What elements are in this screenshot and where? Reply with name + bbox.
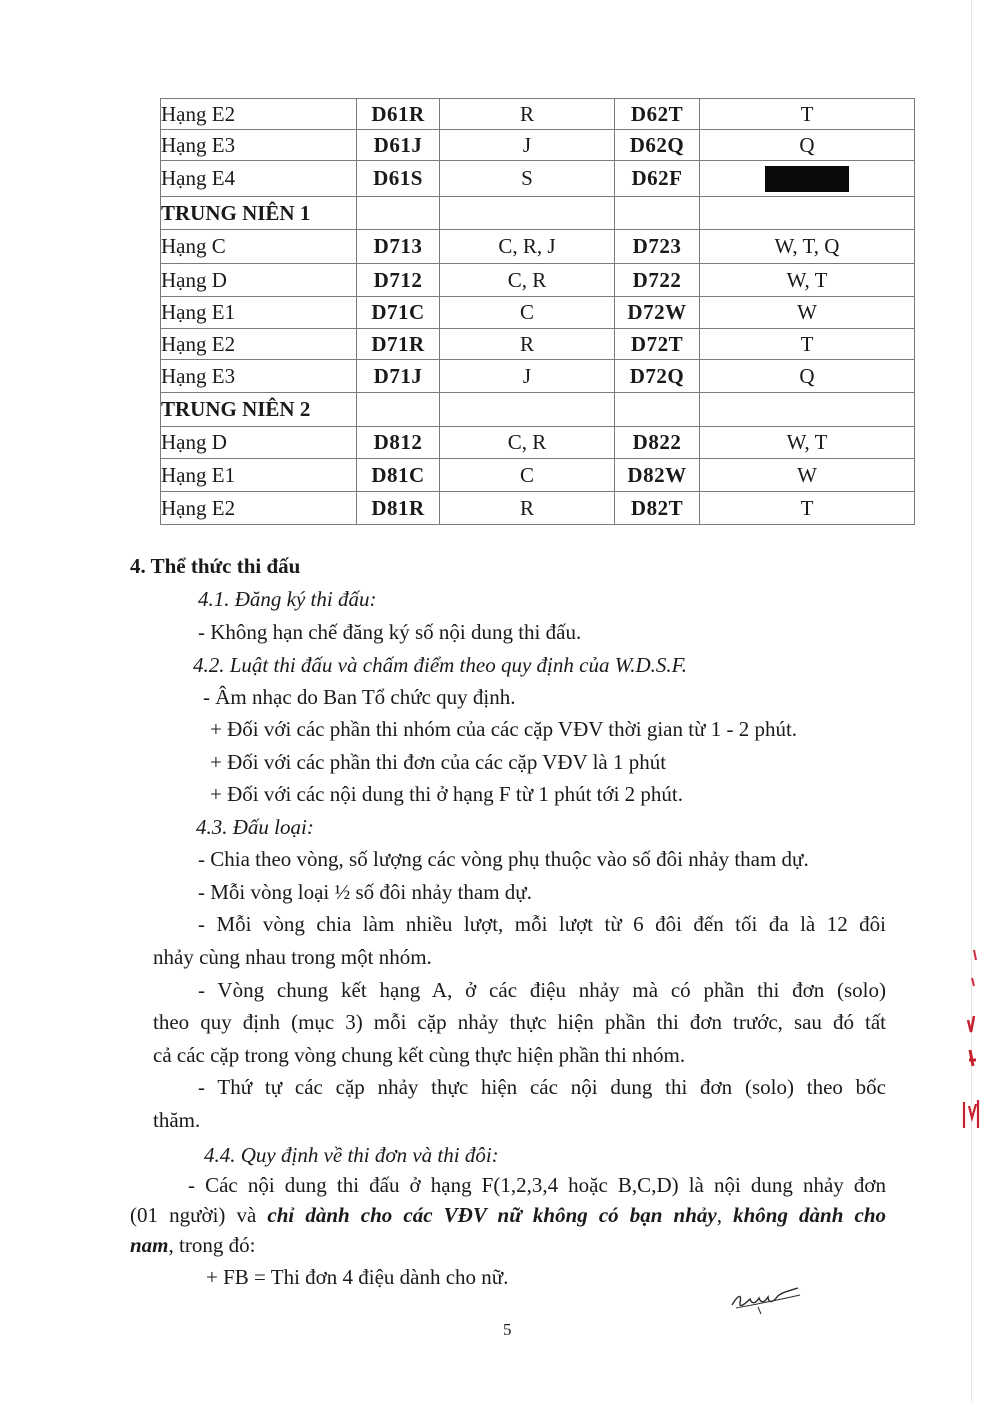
dance-list-cell xyxy=(700,161,915,197)
dance-list-cell: W, T xyxy=(700,264,915,297)
dance-list-cell: S xyxy=(440,161,615,197)
code-cell: D812 xyxy=(357,427,440,459)
dance-list-cell: C xyxy=(440,297,615,329)
section-4-1-title: 4.1. Đăng ký thi đấu: xyxy=(198,587,377,611)
code-cell: D822 xyxy=(615,427,700,459)
category-name-cell: Hạng E1 xyxy=(161,459,357,492)
dance-list-cell: T xyxy=(700,329,915,360)
category-name-cell: Hạng E2 xyxy=(161,329,357,360)
code-cell: D62T xyxy=(615,99,700,130)
group-row xyxy=(161,393,915,427)
dance-list-cell: R xyxy=(440,492,615,525)
table-row xyxy=(161,297,915,329)
section-4-3-line-2: - Mỗi vòng loại ½ số đôi nhảy tham dự. xyxy=(198,880,532,904)
table-row xyxy=(161,329,915,360)
table-row xyxy=(161,130,915,161)
table-row xyxy=(161,360,915,393)
page-number: 5 xyxy=(503,1320,512,1339)
section-4-1-line-1: - Không hạn chế đăng ký số nội dung thi đấu. xyxy=(198,620,582,644)
section-4-2-line-3: + Đối với các phần thi đơn của các cặp VĐV là 1 phút xyxy=(210,750,667,774)
category-table xyxy=(160,98,915,525)
code-cell: D81R xyxy=(357,492,440,525)
section-4-3-para-4-line-3: cả các cặp trong vòng chung kết cùng thực hiện phần thi nhóm. xyxy=(153,1043,686,1067)
dance-list-cell: J xyxy=(440,360,615,393)
section-4-3-line-1: - Chia theo vòng, số lượng các vòng phụ thuộc vào số đôi nhảy tham dự. xyxy=(198,847,809,871)
empty-cell xyxy=(700,393,915,427)
code-cell: D62F xyxy=(615,161,700,197)
dance-list-cell: W xyxy=(700,459,915,492)
section-4-2-line-4: + Đối với các nội dung thi ở hạng F từ 1 phút tới 2 phút. xyxy=(210,782,684,806)
table-row xyxy=(161,230,915,264)
redaction-block xyxy=(765,166,849,192)
code-cell: D82T xyxy=(615,492,700,525)
table-row xyxy=(161,264,915,297)
empty-cell xyxy=(357,197,440,230)
category-name-cell: Hạng E3 xyxy=(161,360,357,393)
empty-cell xyxy=(357,393,440,427)
code-cell: D71R xyxy=(357,329,440,360)
code-cell: D72T xyxy=(615,329,700,360)
empty-cell xyxy=(615,197,700,230)
dance-list-cell: W, T xyxy=(700,427,915,459)
section-4-3-title: 4.3. Đấu loại: xyxy=(196,815,314,839)
category-name-cell: Hạng D xyxy=(161,427,357,459)
dance-list-cell: C, R, J xyxy=(440,230,615,264)
dance-list-cell: R xyxy=(440,99,615,130)
table-row xyxy=(161,161,915,197)
section-4-4-title: 4.4. Quy định về thi đơn và thi đôi: xyxy=(204,1143,499,1167)
code-cell: D723 xyxy=(615,230,700,264)
group-label: TRUNG NIÊN 1 xyxy=(161,197,357,230)
code-cell: D722 xyxy=(615,264,700,297)
code-cell: D61R xyxy=(357,99,440,130)
section-4-title: 4. Thể thức thi đấu xyxy=(130,554,301,578)
category-name-cell: Hạng E4 xyxy=(161,161,357,197)
group-row xyxy=(161,197,915,230)
dance-list-cell: Q xyxy=(700,130,915,161)
section-4-3-para-5-line-1: - Thứ tự các cặp nhảy thực hiện các nội dung thi đơn (solo) theo bốc xyxy=(198,1075,886,1099)
signature-mark xyxy=(728,1283,804,1317)
category-name-cell: Hạng D xyxy=(161,264,357,297)
group-label: TRUNG NIÊN 2 xyxy=(161,393,357,427)
empty-cell xyxy=(615,393,700,427)
section-4-3-para-5-line-2: thăm. xyxy=(153,1108,201,1132)
section-4-2-line-2: + Đối với các phần thi nhóm của các cặp VĐV thời gian từ 1 - 2 phút. xyxy=(210,717,798,741)
category-name-cell: Hạng E3 xyxy=(161,130,357,161)
section-4-4-para-1-line-3 xyxy=(130,1233,255,1258)
category-name-cell: Hạng E1 xyxy=(161,297,357,329)
code-cell: D712 xyxy=(357,264,440,297)
emphasis-run: chỉ dành cho các VĐV nữ không có bạn nhảy xyxy=(267,1203,717,1227)
emphasis-run: không dành cho xyxy=(733,1203,887,1227)
category-name-cell: Hạng E2 xyxy=(161,492,357,525)
code-cell: D61J xyxy=(357,130,440,161)
table-row xyxy=(161,99,915,130)
code-cell: D71C xyxy=(357,297,440,329)
dance-list-cell: J xyxy=(440,130,615,161)
empty-cell xyxy=(440,393,615,427)
code-cell: D81C xyxy=(357,459,440,492)
dance-list-cell: R xyxy=(440,329,615,360)
code-cell: D713 xyxy=(357,230,440,264)
dance-list-cell: T xyxy=(700,492,915,525)
dance-list-cell: C, R xyxy=(440,427,615,459)
category-name-cell: Hạng E2 xyxy=(161,99,357,130)
section-4-2-title: 4.2. Luật thi đấu và chấm điểm theo quy định của W.D.S.F. xyxy=(193,653,688,677)
code-cell: D82W xyxy=(615,459,700,492)
stamp-edge-mark xyxy=(960,950,984,1140)
code-cell: D71J xyxy=(357,360,440,393)
category-table-body xyxy=(161,99,915,525)
page-edge xyxy=(971,0,972,1403)
section-4-4-para-1-line-1: - Các nội dung thi đấu ở hạng F(1,2,3,4 hoặc B,C,D) là nội dung nhảy đơn xyxy=(188,1173,886,1197)
dance-list-cell: W, T, Q xyxy=(700,230,915,264)
section-4-3-para-3-line-2: nhảy cùng nhau trong một nhóm. xyxy=(153,945,432,969)
text-run: , trong đó: xyxy=(168,1233,256,1257)
dance-list-cell: Q xyxy=(700,360,915,393)
table-row xyxy=(161,427,915,459)
dance-list-cell: C, R xyxy=(440,264,615,297)
section-4-4-para-1-line-2 xyxy=(130,1203,886,1228)
emphasis-run: nam xyxy=(130,1233,169,1257)
text-run: , xyxy=(716,1203,734,1227)
empty-cell xyxy=(700,197,915,230)
text-run: (01 người) và xyxy=(130,1203,268,1227)
section-4-4-line-2: + FB = Thi đơn 4 điệu dành cho nữ. xyxy=(206,1265,509,1289)
section-4-3-para-4-line-1: - Vòng chung kết hạng A, ở các điệu nhảy mà có phần thi đơn (solo) xyxy=(198,978,886,1002)
empty-cell xyxy=(440,197,615,230)
code-cell: D72W xyxy=(615,297,700,329)
table-row xyxy=(161,459,915,492)
dance-list-cell: T xyxy=(700,99,915,130)
code-cell: D62Q xyxy=(615,130,700,161)
section-4-3-para-3-line-1: - Mỗi vòng chia làm nhiều lượt, mỗi lượt từ 6 đôi đến tối đa là 12 đôi xyxy=(198,912,886,936)
table-row xyxy=(161,492,915,525)
category-name-cell: Hạng C xyxy=(161,230,357,264)
section-4-3-para-4-line-2: theo quy định (mục 3) mỗi cặp nhảy thực hiện phần thi đơn trước, sau đó tất xyxy=(153,1010,886,1034)
dance-list-cell: W xyxy=(700,297,915,329)
section-4-2-line-1: - Âm nhạc do Ban Tổ chức quy định. xyxy=(203,685,516,709)
code-cell: D61S xyxy=(357,161,440,197)
dance-list-cell: C xyxy=(440,459,615,492)
code-cell: D72Q xyxy=(615,360,700,393)
